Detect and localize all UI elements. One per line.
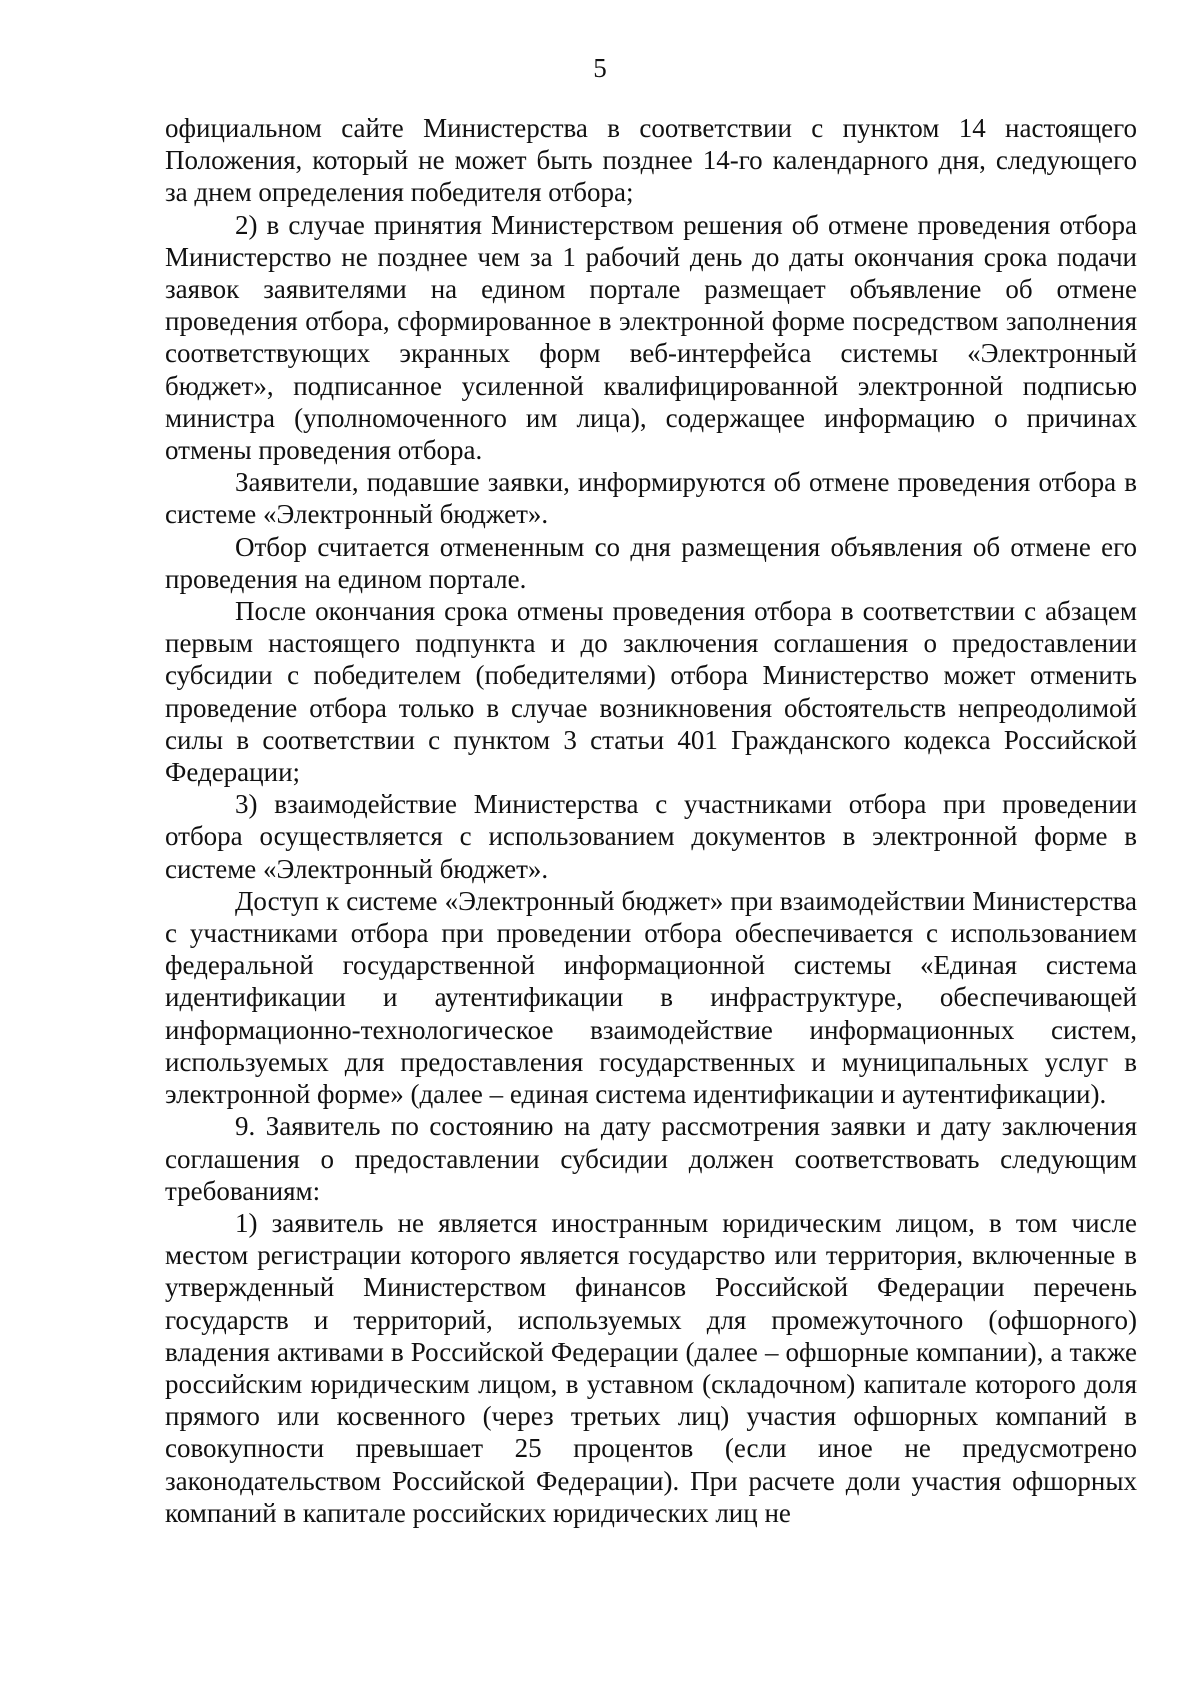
- paragraph-subitem-3: 3) взаимодействие Министерства с участниками отбора при проведении отбора осуществляется с использованием документов в электронной форме в системе «Электронный бюджет».: [165, 789, 1137, 884]
- paragraph-requirement-1: 1) заявитель не является иностранным юридическим лицом, в том числе местом регистрации которого является государство или территория, включенные в утвержденный Министерством финансов Российской Федерации перечень государств и территорий, используемых для промежуточного (офшорного) владения активами в Российской Федерации (далее – офшорные компании), а также российским юридическим лицом, в уставном (складочном) капитале которого доля прямого или косвенного (через третьих лиц) участия офшорных компаний в совокупности превышает 25 процентов (если иное не предусмотрено законодательством Российской Федерации). При расчете доли участия офшорных компаний в капитале российских юридических лиц не: [165, 1207, 1137, 1528]
- paragraph-applicants-informed: Заявители, подавшие заявки, информируются об отмене проведения отбора в системе «Электронный бюджет».: [165, 467, 1137, 530]
- document-body: [165, 112, 1137, 1529]
- paragraph-item-9: 9. Заявитель по состоянию на дату рассмотрения заявки и дату заключения соглашения о предоставлении субсидии должен соответствовать следующим требованиям:: [165, 1111, 1137, 1206]
- paragraph-access-system: Доступ к системе «Электронный бюджет» при взаимодействии Министерства с участниками отбора при проведении отбора обеспечивается с использованием федеральной государственной информационной системы «Единая система идентификации и аутентификации в инфраструктуре, обеспечивающей информационно-технологическое взаимодействие информационных систем, используемых для предоставления государственных и муниципальных услуг в электронной форме» (далее – единая система идентификации и аутентификации).: [165, 885, 1137, 1110]
- paragraph-selection-cancelled: Отбор считается отмененным со дня размещения объявления об отмене его проведения на едином портале.: [165, 531, 1137, 594]
- paragraph-subitem-2: 2) в случае принятия Министерством решения об отмене проведения отбора Министерство не позднее чем за 1 рабочий день до даты окончания срока подачи заявок заявителями на едином портале размещает объявление об отмене проведения отбора, сформированное в электронной форме посредством заполнения соответствующих экранных форм веб-интерфейса системы «Электронный бюджет», подписанное усиленной квалифицированной электронной подписью министра (уполномоченного им лица), содержащее информацию о причинах отмены проведения отбора.: [165, 209, 1137, 466]
- paragraph-continuation: официальном сайте Министерства в соответствии с пунктом 14 настоящего Положения, который не может быть позднее 14-го календарного дня, следующего за днем определения победителя отбора;: [165, 113, 1137, 208]
- paragraph-force-majeure: После окончания срока отмены проведения отбора в соответствии с абзацем первым настоящего подпункта и до заключения соглашения о предоставлении субсидии с победителем (победителями) отбора Министерство может отменить проведение отбора только в случае возникновения обстоятельств непреодолимой силы в соответствии с пунктом 3 статьи 401 Гражданского кодекса Российской Федерации;: [165, 596, 1137, 788]
- page-number: 5: [593, 53, 607, 83]
